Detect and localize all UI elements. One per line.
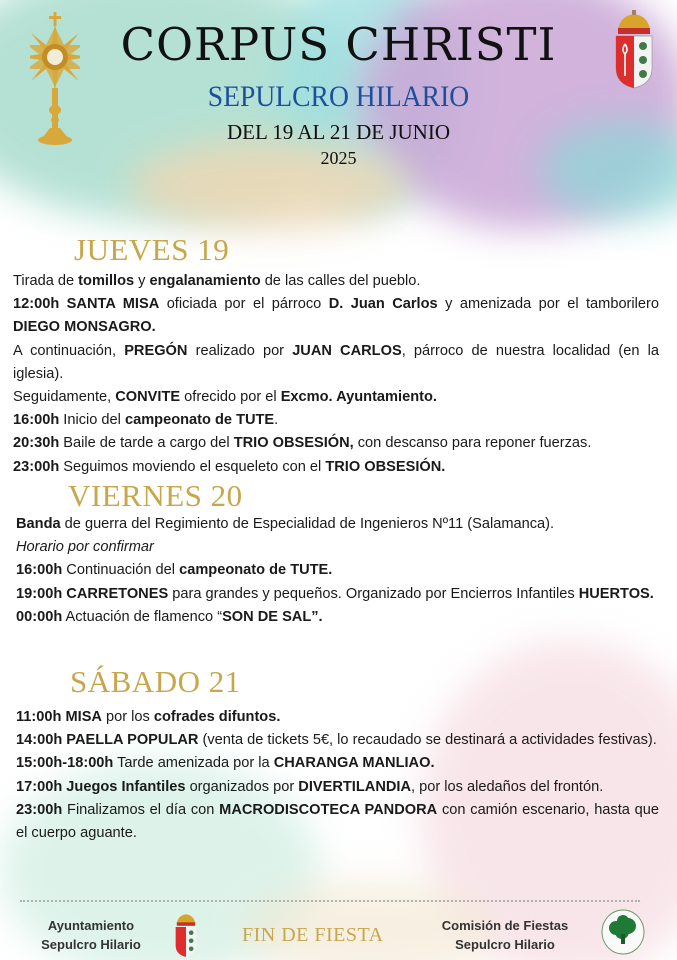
schedule-jueves [13,270,659,479]
schedule-item: 00:00h Actuación de flamenco “SON DE SAL”. [16,608,323,625]
schedule-item: 12:00h SANTA MISA oficiada por el párroco D. Juan Carlos y amenizada por el tamborilero DIEGO MONSAGRO. [13,296,659,336]
schedule-item: Tirada de tomillos y engalanamiento de las calles del pueblo. [13,273,421,289]
schedule-item: 14:00h PAELLA POPULAR (venta de tickets 5€, lo recaudado se destinará a actividades festivas). [16,732,657,749]
schedule-item: 15:00h-18:00h Tarde amenizada por la CHARANGA MANLIAO. [16,755,435,772]
schedule-item: 16:00h Inicio del campeonato de TUTE. [13,412,279,429]
day-heading-sabado: SÁBADO 21 [70,664,241,699]
schedule-item: 16:00h Continuación del campeonato de TUTE. [16,562,333,579]
footer-divider [20,900,640,902]
footer-ayuntamiento [30,916,152,954]
schedule-item: 17:00h Juegos Infantiles organizados por DIVERTILANDIA, por los aledaños del frontón. [16,778,604,795]
schedule-item: A continuación, PREGÓN realizado por JUAN CARLOS, párroco de nuestra localidad (en la iglesia). [13,342,660,382]
year: 2025 [320,148,357,168]
footer-left-line1: Ayuntamiento [47,918,135,933]
footer-right-line2: Sepulcro Hilario [455,937,555,952]
header [0,0,677,230]
coat-of-arms-icon [173,912,199,958]
schedule-item: 23:00h Seguimos moviendo el esqueleto con el TRIO OBSESIÓN. [13,458,446,475]
coat-of-arms-icon [612,10,656,90]
fin-de-fiesta-label: FIN DE FIESTA [242,924,384,946]
page-title: CORPUS CHRISTI [120,18,557,71]
day-heading-viernes: VIERNES 20 [68,478,243,513]
schedule-item: 19:00h CARRETONES para grandes y pequeños. Organizado por Encierros Infantiles HUERTOS. [16,585,654,602]
footer-right-line1: Comisión de Fiestas [441,918,569,933]
schedule-item: Banda de guerra del Regimiento de Especialidad de Ingenieros Nº11 (Salamanca). Horario por confirmar [16,516,555,556]
day-heading-jueves: JUEVES 19 [74,232,230,267]
schedule-viernes [16,513,659,629]
schedule-item: 20:30h Baile de tarde a cargo del TRIO OBSESIÓN, con descanso para reponer fuerzas. [13,435,592,452]
footer-left-line2: Sepulcro Hilario [41,937,141,952]
date-range: DEL 19 AL 21 DE JUNIO [226,120,450,144]
town-name: SEPULCRO HILARIO [207,80,470,113]
footer-comision [440,916,570,954]
tree-logo-icon [600,908,646,956]
schedule-item: 11:00h MISA por los cofrades difuntos. [16,709,281,725]
schedule-sabado [16,706,659,845]
schedule-item: Seguidamente, CONVITE ofrecido por el Excmo. Ayuntamiento. [13,389,437,406]
schedule-item: 23:00h Finalizamos el día con MACRODISCOTECA PANDORA con camión escenario, hasta que el cuerpo aguante. [16,801,660,842]
